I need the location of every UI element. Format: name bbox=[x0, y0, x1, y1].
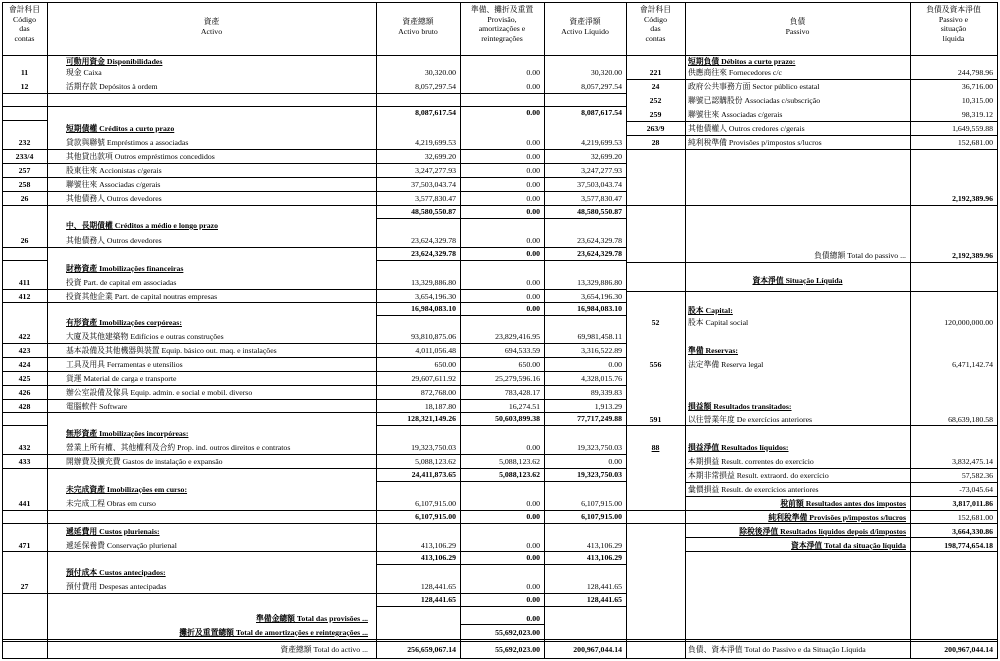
net-value: 32,699.20 bbox=[590, 152, 622, 161]
net-value: 413,106.29 bbox=[586, 541, 622, 550]
account-label: 其他債務人 Outros devedores bbox=[66, 194, 162, 203]
subtotal-prov: 0.00 bbox=[526, 553, 540, 562]
header-gross-l1: 資產總額 bbox=[402, 17, 434, 26]
header-liabv-l1: 負債及資本淨值 bbox=[926, 5, 981, 14]
subtotal-net: 48,580,550.87 bbox=[577, 207, 622, 216]
liab-label: 其他債權人 Outros credores c/gerais bbox=[688, 124, 805, 133]
header-gross bbox=[376, 17, 460, 36]
depois-label: 除稅後淨值 Resultados líquidos depois d/impostos bbox=[739, 527, 906, 536]
subtotal-prov: 0.00 bbox=[526, 207, 540, 216]
gross-value: 93,810,875.06 bbox=[411, 332, 456, 341]
liab-total-label: 負債總額 Total do passivo ... bbox=[814, 251, 906, 260]
section-title: 短期債權 Créditos a curto prazo bbox=[66, 124, 175, 133]
header-code2 bbox=[626, 5, 685, 43]
net-value: 3,654,196.30 bbox=[581, 292, 622, 301]
prov-value: 0.00 bbox=[526, 166, 540, 175]
account-code: 11 bbox=[20, 68, 29, 77]
header-code-l3: das bbox=[19, 24, 30, 33]
section-title: 有形資產 Imobilizações corpóreas: bbox=[66, 318, 182, 327]
header-code2-l1: 會計科目 bbox=[639, 5, 672, 14]
header-liabv-l2: Passivo e bbox=[938, 14, 969, 24]
account-code: 425 bbox=[18, 374, 31, 383]
net-value: 3,316,522.89 bbox=[581, 346, 622, 355]
antes-label: 稅前額 Resultados antes dos impostos bbox=[780, 499, 906, 508]
prov-value: 0.00 bbox=[526, 236, 540, 245]
gross-value: 13,329,886.80 bbox=[411, 278, 456, 287]
net-value: 19,323,750.03 bbox=[577, 443, 622, 452]
total-sit-label: 資本淨值 Total da situação líquida bbox=[791, 541, 906, 550]
net-value: 37,503,043.74 bbox=[577, 180, 622, 189]
gross-value: 5,088,123.62 bbox=[415, 457, 456, 466]
prov-value: 0.00 bbox=[526, 278, 540, 287]
account-code: 257 bbox=[18, 166, 31, 175]
header-code2-l4: contas bbox=[645, 33, 666, 43]
trans-value: 68,639,180.58 bbox=[948, 415, 993, 424]
total-sit-value: 198,774,654.18 bbox=[944, 541, 993, 550]
section-title: 遞延費用 Custos plurienais: bbox=[66, 527, 160, 536]
account-label: 營業上所有權、其他權利及合約 Prop. ind. outros direitos e contratos bbox=[66, 443, 291, 452]
net-value: 3,577,830.47 bbox=[581, 194, 622, 203]
section-title: 財務資產 Imobilizações financeiras bbox=[66, 264, 184, 273]
prov-value: 0.00 bbox=[526, 499, 540, 508]
account-label: 貨運 Material de carga e transporte bbox=[66, 374, 177, 383]
section-title: 可動用資金 Disponibilidades bbox=[66, 57, 163, 66]
subtotal-gross: 128,321,149.26 bbox=[407, 414, 456, 423]
subtotal-net: 128,441.65 bbox=[586, 595, 622, 604]
header-code2-l3: das bbox=[650, 24, 661, 33]
reserva-code: 556 bbox=[649, 360, 662, 369]
account-label: 預付費用 Despesas antecipadas bbox=[66, 582, 167, 591]
account-code: 27 bbox=[20, 582, 29, 591]
prov-value: 0.00 bbox=[526, 443, 540, 452]
account-code: 426 bbox=[18, 388, 31, 397]
section-title: 未完成資產 Imobilizações em curso: bbox=[66, 485, 188, 494]
liab-label: 供應商往來 Fornecedores c/c bbox=[688, 68, 782, 77]
liab-value: 36,716.00 bbox=[961, 82, 993, 91]
account-label: 遞延保養費 Conservação plurienal bbox=[66, 541, 177, 550]
gross-value: 413,106.29 bbox=[420, 541, 456, 550]
total-provisions-label: 準備金總額 Total das provisões ... bbox=[256, 614, 368, 623]
account-label: 投資其他企業 Part. de capital noutras empresas bbox=[66, 292, 218, 301]
liab-value: 10,315.00 bbox=[961, 96, 993, 105]
subtotal-gross: 8,087,617.54 bbox=[415, 108, 456, 117]
prov-tax-value: 152,681.00 bbox=[957, 513, 993, 522]
liab-code: 259 bbox=[649, 110, 662, 119]
total-amort-value: 55,692,023.00 bbox=[495, 628, 540, 637]
trans-label: 以往營業年度 De exercícios anteriores bbox=[688, 415, 813, 424]
liab-code: 252 bbox=[649, 96, 662, 105]
net-value: 0.00 bbox=[608, 360, 622, 369]
net-value: 69,981,458.11 bbox=[577, 332, 622, 341]
header-prov-l3: amortizações e bbox=[478, 24, 526, 33]
subtotal-net: 8,087,617.54 bbox=[581, 108, 622, 117]
header-prov-l4: reintegrações bbox=[481, 33, 523, 43]
liab-subtotal: 2,192,389.96 bbox=[952, 194, 993, 203]
net-value: 1,913.29 bbox=[594, 402, 622, 411]
reserva-label: 法定準備 Reserva legal bbox=[688, 360, 764, 369]
grand-total-label: 負債、資本淨值 Total do Passivo e da Situação Líquida bbox=[688, 645, 866, 654]
header-gross-l2: Activo bruto bbox=[398, 26, 438, 36]
account-code: 424 bbox=[18, 360, 31, 369]
gross-value: 3,654,196.30 bbox=[415, 292, 456, 301]
header-liabv-l3: situação bbox=[940, 24, 967, 33]
subtotal-prov: 0.00 bbox=[526, 108, 540, 117]
subtotal-net: 19,323,750.03 bbox=[577, 470, 622, 479]
gross-value: 23,624,329.78 bbox=[411, 236, 456, 245]
reserva-value: 6,471,142.74 bbox=[952, 360, 993, 369]
account-label: 其他貸出款項 Outros empréstimos concedidos bbox=[66, 152, 215, 161]
liq-label: 本期非常損益 Result. extraord. do exercício bbox=[688, 471, 829, 480]
reservas-title: 準備 Reservas: bbox=[688, 346, 739, 355]
account-code: 428 bbox=[18, 402, 31, 411]
total-assets-prov: 55,692,023.00 bbox=[495, 645, 540, 654]
total-amort-label: 攤折及重置總額 Total de amortizações e reintegrações ... bbox=[179, 628, 368, 637]
header-code-l1: 會計科目 bbox=[8, 5, 41, 14]
prov-value: 0.00 bbox=[526, 68, 540, 77]
liab-code: 24 bbox=[651, 82, 660, 91]
header-net bbox=[544, 17, 626, 36]
account-label: 現金 Caixa bbox=[66, 68, 102, 77]
liq-label: 本期損益 Result. correntes do exercício bbox=[688, 457, 814, 466]
subtotal-net: 23,624,329.78 bbox=[577, 249, 622, 258]
header-net-l1: 資產淨額 bbox=[569, 17, 601, 26]
net-value: 23,624,329.78 bbox=[577, 236, 622, 245]
header-prov-l2: Provisão, bbox=[487, 14, 517, 24]
account-label: 投資 Part. de capital em associadas bbox=[66, 278, 177, 287]
net-value: 4,219,699.53 bbox=[581, 138, 622, 147]
gross-value: 4,011,056.48 bbox=[415, 346, 456, 355]
liab-label: 聯號已認購股份 Associadas c/subscrição bbox=[688, 96, 821, 105]
account-code: 441 bbox=[18, 499, 31, 508]
prov-value: 783,428.17 bbox=[504, 388, 540, 397]
subtotal-gross: 413,106.29 bbox=[420, 553, 456, 562]
prov-value: 0.00 bbox=[526, 582, 540, 591]
prov-tax-label: 純利稅準備 Provisões p/impostos s/lucros bbox=[768, 513, 906, 522]
header-code-l4: contas bbox=[14, 33, 35, 43]
prov-value: 694,533.59 bbox=[504, 346, 540, 355]
subtotal-prov: 50,603,899.38 bbox=[495, 414, 540, 423]
liab-total-value: 2,192,389.96 bbox=[952, 251, 993, 260]
total-assets-label: 資產總額 Total do activo ... bbox=[280, 645, 368, 654]
prov-value: 5,088,123.62 bbox=[499, 457, 540, 466]
trans-code: 591 bbox=[649, 415, 662, 424]
subtotal-net: 16,984,083.10 bbox=[577, 304, 622, 313]
account-label: 基本設備及其他機器與裝置 Equip. básico out. maq. e instalações bbox=[66, 346, 277, 355]
section-title: 預付成本 Custos antecipados: bbox=[66, 568, 166, 577]
section-title: 無形資產 Imobilizações incorpóreas: bbox=[66, 429, 189, 438]
header-asset-l2: Activo bbox=[200, 26, 223, 36]
account-label: 其他債務人 Outros devedores bbox=[66, 236, 162, 245]
liab-value: 244,798.96 bbox=[957, 68, 993, 77]
account-code: 412 bbox=[18, 292, 31, 301]
total-assets-gross: 256,659,067.14 bbox=[407, 645, 456, 654]
subtotal-gross: 128,441.65 bbox=[420, 595, 456, 604]
account-label: 股東往來 Accionistas c/gerais bbox=[66, 166, 162, 175]
account-code: 26 bbox=[20, 236, 29, 245]
prov-value: 0.00 bbox=[526, 194, 540, 203]
equity-title: 資本淨值 Situação Líquida bbox=[752, 276, 843, 285]
liab-value: 98,319.12 bbox=[961, 110, 993, 119]
gross-value: 32,699.20 bbox=[424, 152, 456, 161]
liab-code: 221 bbox=[649, 68, 662, 77]
gross-value: 6,107,915.00 bbox=[415, 499, 456, 508]
subtotal-gross: 16,984,083.10 bbox=[411, 304, 456, 313]
gross-value: 872,768.00 bbox=[420, 388, 456, 397]
account-label: 開辦費及擴充費 Gastos de instalação e expansão bbox=[66, 457, 223, 466]
account-code: 433 bbox=[18, 457, 31, 466]
account-label: 工具及用具 Ferramentas e utensílios bbox=[66, 360, 183, 369]
gross-value: 650.00 bbox=[434, 360, 456, 369]
header-code-l2: Código bbox=[13, 14, 36, 24]
capital-value: 120,000,000.00 bbox=[944, 318, 993, 327]
net-value: 0.00 bbox=[608, 457, 622, 466]
account-label: 大廈及其他建築物 Edifícios e outras construções bbox=[66, 332, 224, 341]
section-title: 中、長期債權 Créditos a médio e longo prazo bbox=[66, 221, 219, 230]
header-asset bbox=[47, 17, 376, 36]
account-label: 貸款與聯號 Empréstimos a associadas bbox=[66, 138, 189, 147]
capital-code: 52 bbox=[651, 318, 660, 327]
subtotal-gross: 23,624,329.78 bbox=[411, 249, 456, 258]
prov-value: 16,274.51 bbox=[508, 402, 540, 411]
prov-value: 650.00 bbox=[518, 360, 540, 369]
account-code: 423 bbox=[18, 346, 31, 355]
prov-value: 23,829,416.95 bbox=[495, 332, 540, 341]
liq-code: 88 bbox=[651, 443, 660, 452]
net-value: 89,339.83 bbox=[590, 388, 622, 397]
gross-value: 4,219,699.53 bbox=[415, 138, 456, 147]
liq-title: 損益淨值 Resultados líquidos: bbox=[688, 443, 789, 452]
gross-value: 19,323,750.03 bbox=[411, 443, 456, 452]
account-code: 432 bbox=[18, 443, 31, 452]
subtotal-prov: 0.00 bbox=[526, 595, 540, 604]
account-label: 聯號往來 Associadas c/gerais bbox=[66, 180, 161, 189]
account-code: 233/4 bbox=[15, 152, 34, 161]
grand-total-value: 200,967,044.14 bbox=[944, 645, 993, 654]
subtotal-prov: 0.00 bbox=[526, 249, 540, 258]
prov-value: 0.00 bbox=[526, 541, 540, 550]
antes-value: 3,817,011.86 bbox=[952, 499, 993, 508]
subtotal-gross: 24,411,873.65 bbox=[411, 470, 456, 479]
liab-value: 1,649,559.88 bbox=[952, 124, 993, 133]
header-prov bbox=[460, 5, 544, 43]
gross-value: 128,441.65 bbox=[420, 582, 456, 591]
liq-label: 彙價損益 Result. de exercícios anteriores bbox=[688, 485, 819, 494]
gross-value: 37,503,043.74 bbox=[411, 180, 456, 189]
liab-section-title: 短期負債 Débitos a curto prazo: bbox=[688, 57, 796, 66]
subtotal-net: 77,717,249.88 bbox=[577, 414, 622, 423]
depois-value: 3,664,330.86 bbox=[952, 527, 993, 536]
subtotal-net: 6,107,915.00 bbox=[581, 512, 622, 521]
gross-value: 30,320.00 bbox=[424, 68, 456, 77]
liab-label: 純利稅準備 Provisões p/impostos s/lucros bbox=[688, 138, 822, 147]
net-value: 4,328,015.76 bbox=[581, 374, 622, 383]
account-code: 471 bbox=[18, 541, 31, 550]
net-value: 128,441.65 bbox=[586, 582, 622, 591]
capital-label: 股本 Capital social bbox=[688, 318, 749, 327]
header-asset-l1: 資產 bbox=[203, 17, 220, 26]
header-code2-l2: Código bbox=[644, 14, 667, 24]
total-provisions-value: 0.00 bbox=[526, 614, 540, 623]
account-label: 電腦軟件 Software bbox=[66, 402, 128, 411]
total-assets-net: 200,967,044.14 bbox=[573, 645, 622, 654]
prov-value: 0.00 bbox=[526, 292, 540, 301]
prov-value: 0.00 bbox=[526, 152, 540, 161]
subtotal-prov: 0.00 bbox=[526, 512, 540, 521]
account-code: 258 bbox=[18, 180, 31, 189]
prov-value: 25,279,596.16 bbox=[495, 374, 540, 383]
subtotal-prov: 5,088,123.62 bbox=[499, 470, 540, 479]
gross-value: 29,607,611.92 bbox=[411, 374, 456, 383]
net-value: 30,320.00 bbox=[590, 68, 622, 77]
subtotal-gross: 6,107,915.00 bbox=[415, 512, 456, 521]
header-liab bbox=[685, 17, 910, 36]
net-value: 13,329,886.80 bbox=[577, 278, 622, 287]
account-code: 12 bbox=[20, 82, 29, 91]
account-label: 活期存款 Depósitos à ordem bbox=[66, 82, 158, 91]
liq-value: -73,045.64 bbox=[959, 485, 993, 494]
account-code: 422 bbox=[18, 332, 31, 341]
liq-value: 57,582.36 bbox=[961, 471, 993, 480]
header-liab-l2: Passivo bbox=[785, 26, 810, 36]
subtotal-gross: 48,580,550.87 bbox=[411, 207, 456, 216]
liab-code: 28 bbox=[651, 138, 660, 147]
gross-value: 18,187.80 bbox=[424, 402, 456, 411]
liq-value: 3,832,475.14 bbox=[952, 457, 993, 466]
capital-title: 股本 Capital: bbox=[688, 306, 733, 315]
liab-code: 263/9 bbox=[646, 124, 665, 133]
liab-value: 152,681.00 bbox=[957, 138, 993, 147]
subtotal-net: 413,106.29 bbox=[586, 553, 622, 562]
prov-value: 0.00 bbox=[526, 180, 540, 189]
account-label: 辦公室設備及傢具 Equip. admin. e social e mobil. diverso bbox=[66, 388, 253, 397]
account-code: 26 bbox=[20, 194, 29, 203]
account-code: 232 bbox=[18, 138, 31, 147]
liab-label: 政府公共事務方面 Sector público estatal bbox=[688, 82, 820, 91]
header-code bbox=[2, 5, 47, 43]
header-liabv bbox=[910, 5, 997, 43]
account-label: 未完成工程 Obras em curso bbox=[66, 499, 156, 508]
trans-title: 損益額 Resultados transitados: bbox=[688, 402, 792, 411]
subtotal-prov: 0.00 bbox=[526, 304, 540, 313]
net-value: 3,247,277.93 bbox=[581, 166, 622, 175]
net-value: 8,057,297.54 bbox=[581, 82, 622, 91]
account-code: 411 bbox=[18, 278, 31, 287]
gross-value: 8,057,297.54 bbox=[415, 82, 456, 91]
header-liab-l1: 負債 bbox=[789, 17, 806, 26]
header-net-l2: Activo Líquido bbox=[561, 26, 609, 36]
gross-value: 3,577,830.47 bbox=[415, 194, 456, 203]
header-liabv-l4: líquida bbox=[942, 33, 965, 43]
header-prov-l1: 準備、攤折及重置 bbox=[470, 5, 534, 14]
liab-label: 聯號往來 Associadas c/gerais bbox=[688, 110, 783, 119]
prov-value: 0.00 bbox=[526, 138, 540, 147]
prov-value: 0.00 bbox=[526, 82, 540, 91]
gross-value: 3,247,277.93 bbox=[415, 166, 456, 175]
net-value: 6,107,915.00 bbox=[581, 499, 622, 508]
